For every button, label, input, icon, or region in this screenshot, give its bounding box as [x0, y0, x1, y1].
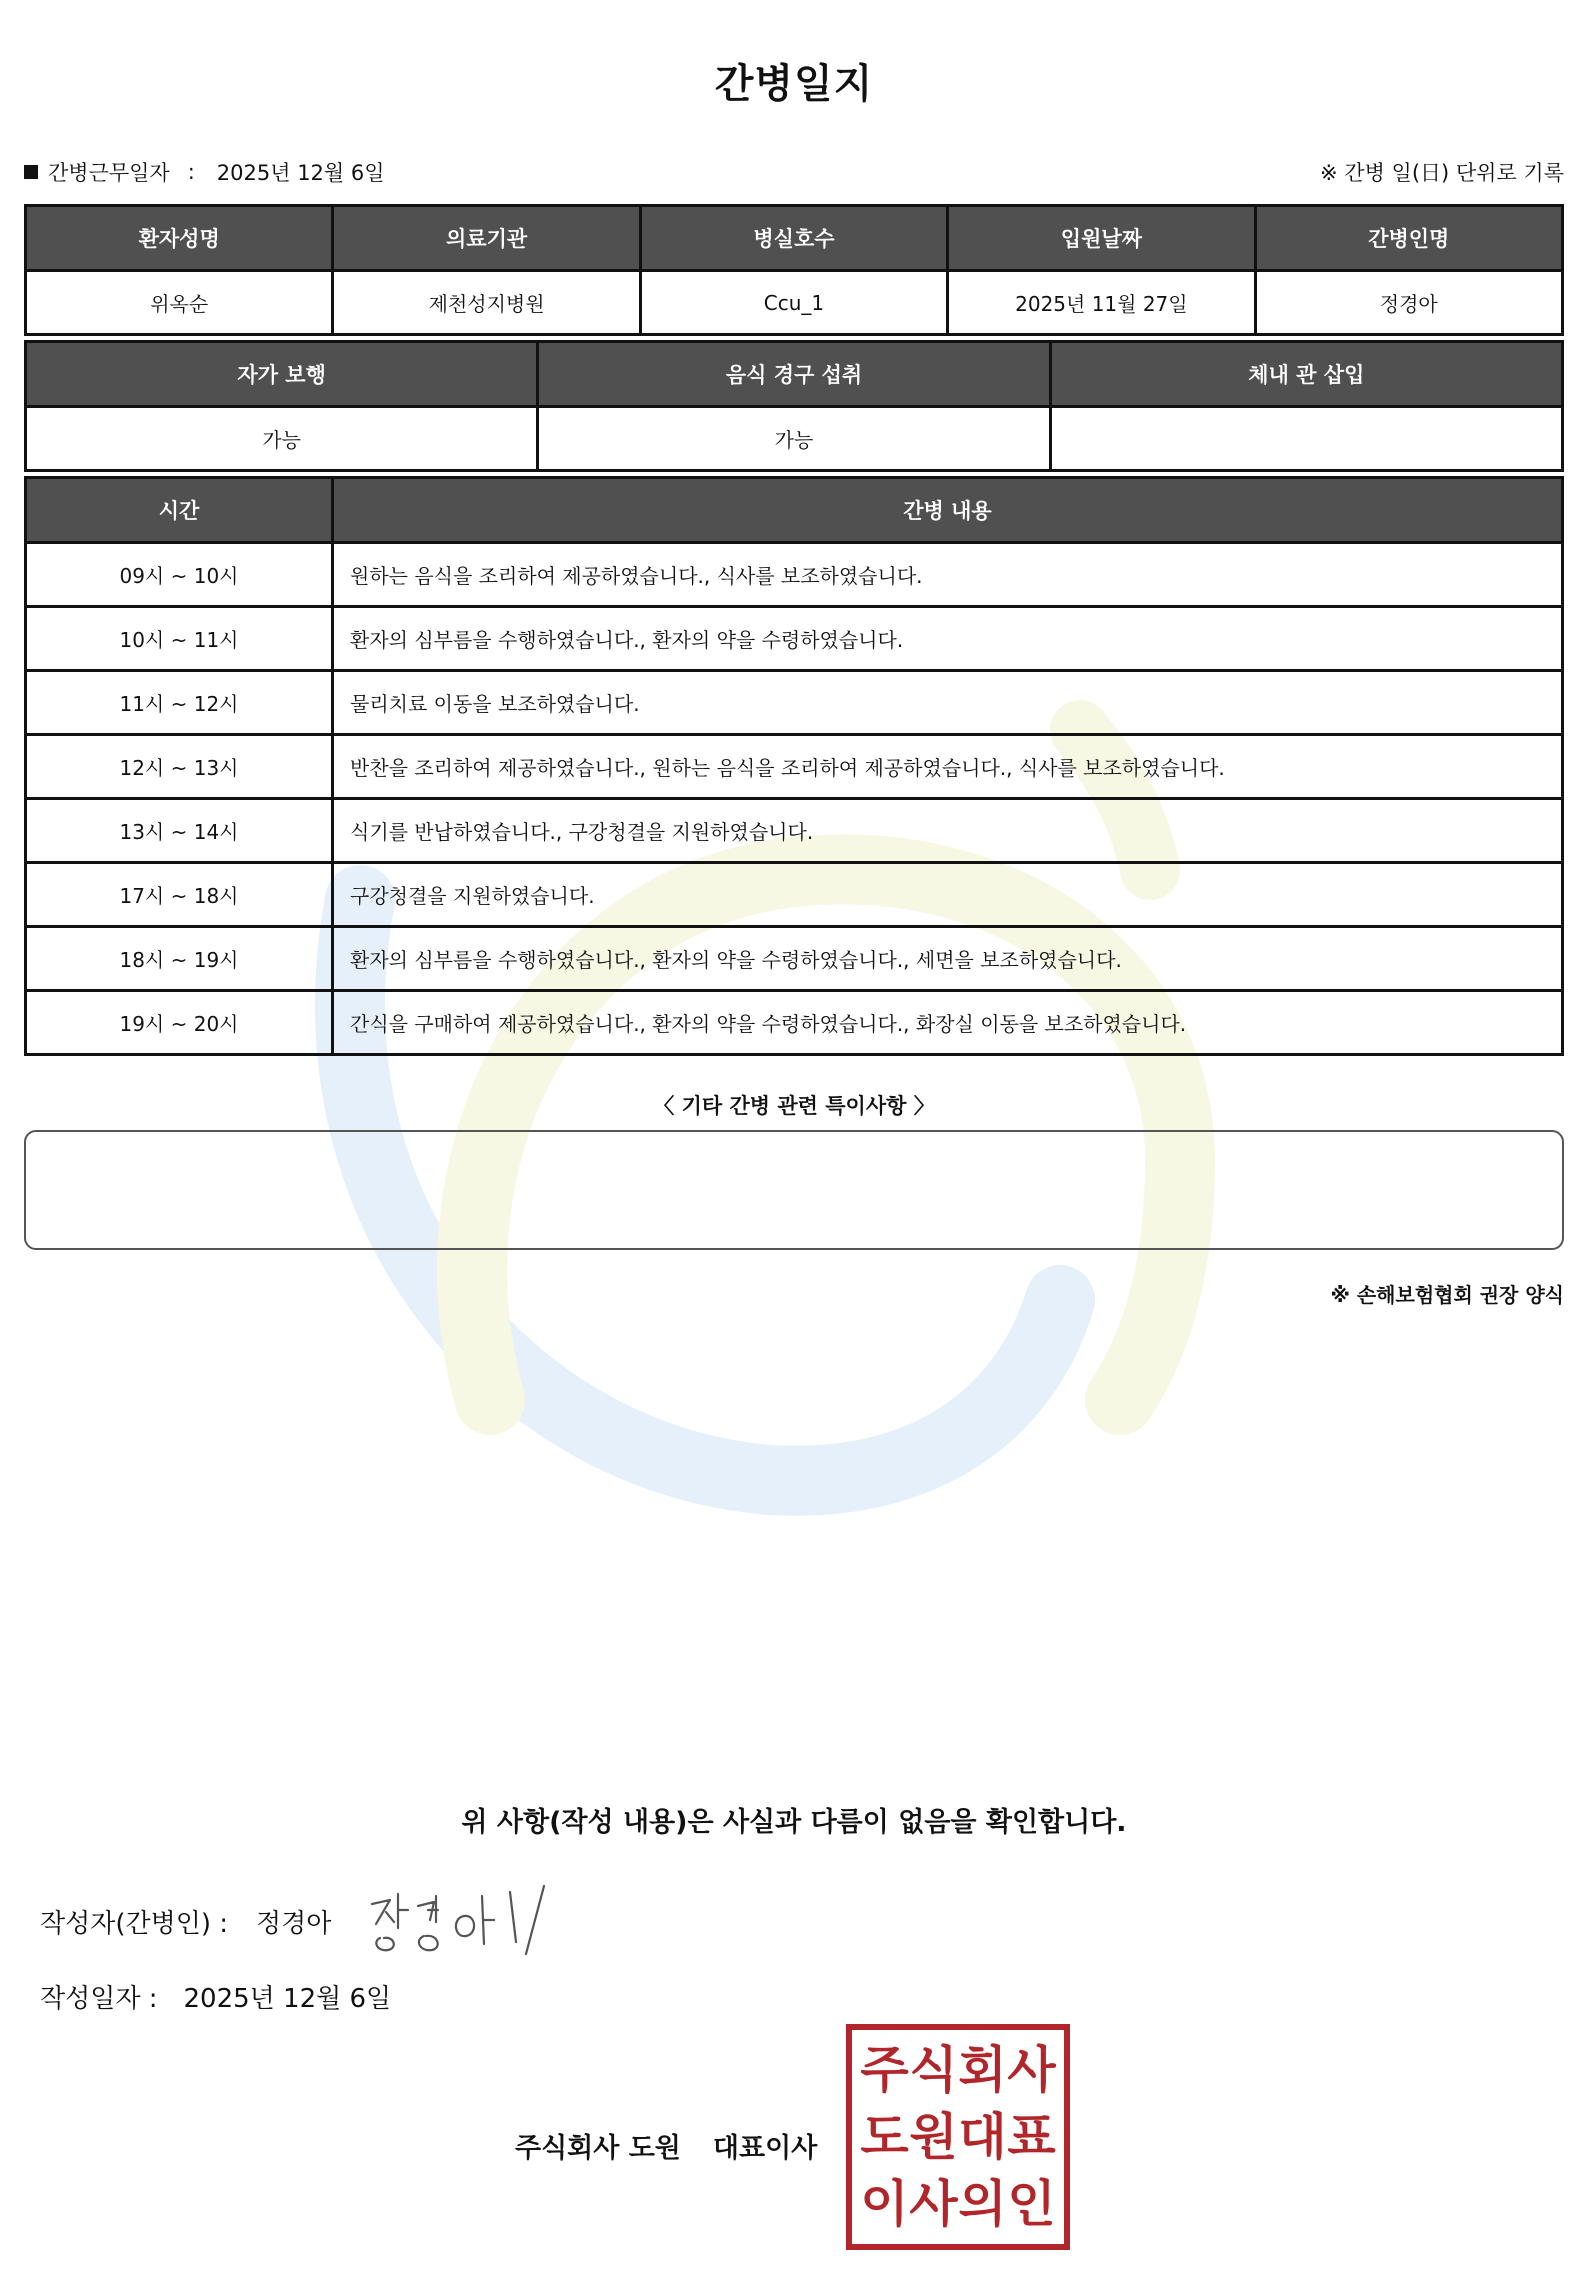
written-date-value: 2025년 12월 6일	[183, 1984, 392, 2014]
seal-characters	[860, 2036, 1056, 2238]
table-row	[26, 927, 1563, 991]
header-tube-insertion: 체내 관 삽입	[1050, 342, 1562, 407]
status-value-row	[26, 407, 1563, 471]
company-seal-stamp	[846, 2024, 1070, 2250]
seal-character: 주	[860, 2040, 909, 2099]
seal-character: 식	[909, 2040, 958, 2099]
work-date-row	[24, 157, 385, 187]
table-row	[26, 543, 1563, 607]
time-cell: 19시 ~ 20시	[26, 991, 333, 1055]
time-cell: 12시 ~ 13시	[26, 735, 333, 799]
seal-character: 사	[1007, 2040, 1056, 2099]
confirmation-statement: 위 사항(작성 내용)은 사실과 다름이 없음을 확인합니다.	[461, 1807, 1127, 1838]
care-content-cell: 물리치료 이동을 보조하였습니다.	[333, 671, 1563, 735]
care-log-table	[24, 476, 1564, 1056]
room-number: Ccu_1	[640, 271, 947, 335]
header-caregiver-name: 간병인명	[1255, 206, 1562, 271]
patient-name: 위옥순	[26, 271, 333, 335]
written-date-row	[40, 1978, 391, 2015]
seal-character: 대	[958, 2107, 1007, 2166]
table-row	[26, 799, 1563, 863]
table-row	[26, 607, 1563, 671]
page-title: 간병일지	[714, 61, 874, 107]
seal-character: 원	[909, 2107, 958, 2166]
oral-intake-value: 가능	[538, 407, 1050, 471]
seal-character: 이	[860, 2175, 909, 2234]
header-care-content: 간병 내용	[333, 478, 1563, 543]
notes-title: 〈 기타 간병 관련 특이사항 〉	[653, 1094, 935, 1118]
time-cell: 18시 ~ 19시	[26, 927, 333, 991]
care-content-cell: 식기를 반납하였습니다., 구강청결을 지원하였습니다.	[333, 799, 1563, 863]
patient-status-table	[24, 340, 1564, 472]
record-unit-note: ※ 간병 일(日) 단위로 기록	[1320, 161, 1564, 185]
form-recommendation-note: ※ 손해보험협회 권장 양식	[1330, 1283, 1564, 1307]
writer-label: 작성자(간병인) :	[40, 1909, 229, 1939]
patient-header-row	[26, 206, 1563, 271]
table-row	[26, 735, 1563, 799]
patient-value-row	[26, 271, 1563, 335]
care-content-cell: 반찬을 조리하여 제공하였습니다., 원하는 음식을 조리하여 제공하였습니다., 식사를 보조하였습니다.	[333, 735, 1563, 799]
header-hospital: 의료기관	[333, 206, 640, 271]
company-signoff	[515, 2126, 817, 2165]
care-content-cell: 간식을 구매하여 제공하였습니다., 환자의 약을 수령하였습니다., 화장실 이동을 보조하였습니다.	[333, 991, 1563, 1055]
handwritten-signature	[368, 1882, 558, 1962]
writer-name: 정경아	[256, 1909, 332, 1939]
header-patient-name: 환자성명	[26, 206, 333, 271]
care-content-cell: 환자의 심부름을 수행하였습니다., 환자의 약을 수령하였습니다., 세면을 보조하였습니다.	[333, 927, 1563, 991]
written-date-label: 작성일자 :	[40, 1984, 158, 2014]
seal-character: 의	[958, 2175, 1007, 2234]
seal-character: 표	[1007, 2107, 1056, 2166]
header-room-number: 병실호수	[640, 206, 947, 271]
self-walking-value: 가능	[26, 407, 538, 471]
table-row	[26, 671, 1563, 735]
care-content-cell: 원하는 음식을 조리하여 제공하였습니다., 식사를 보조하였습니다.	[333, 543, 1563, 607]
header-self-walking: 자가 보행	[26, 342, 538, 407]
time-cell: 10시 ~ 11시	[26, 607, 333, 671]
time-cell: 13시 ~ 14시	[26, 799, 333, 863]
care-content-cell: 구강청결을 지원하였습니다.	[333, 863, 1563, 927]
table-row	[26, 991, 1563, 1055]
seal-character: 사	[909, 2175, 958, 2234]
hospital-name: 제천성지병원	[333, 271, 640, 335]
admission-date: 2025년 11월 27일	[948, 271, 1255, 335]
work-date-label: 간병근무일자	[48, 161, 170, 185]
company-name: 주식회사 도원	[515, 2133, 681, 2164]
work-date-value: 2025년 12월 6일	[216, 161, 385, 185]
seal-character: 인	[1007, 2175, 1056, 2234]
table-row	[26, 863, 1563, 927]
writer-row	[40, 1903, 331, 1940]
notes-box	[24, 1130, 1564, 1250]
caregiver-name: 정경아	[1255, 271, 1562, 335]
work-date-separator: :	[187, 160, 195, 184]
seal-character: 도	[860, 2107, 909, 2166]
seal-character: 회	[958, 2040, 1007, 2099]
tube-insertion-value	[1050, 407, 1562, 471]
status-header-row	[26, 342, 1563, 407]
time-cell: 17시 ~ 18시	[26, 863, 333, 927]
company-representative: 대표이사	[712, 2133, 818, 2164]
care-log-header-row	[26, 478, 1563, 543]
time-cell: 11시 ~ 12시	[26, 671, 333, 735]
header-admission-date: 입원날짜	[948, 206, 1255, 271]
header-oral-intake: 음식 경구 섭취	[538, 342, 1050, 407]
time-cell: 09시 ~ 10시	[26, 543, 333, 607]
patient-info-table	[24, 204, 1564, 336]
square-bullet-icon	[24, 165, 38, 179]
care-content-cell: 환자의 심부름을 수행하였습니다., 환자의 약을 수령하였습니다.	[333, 607, 1563, 671]
header-time: 시간	[26, 478, 333, 543]
